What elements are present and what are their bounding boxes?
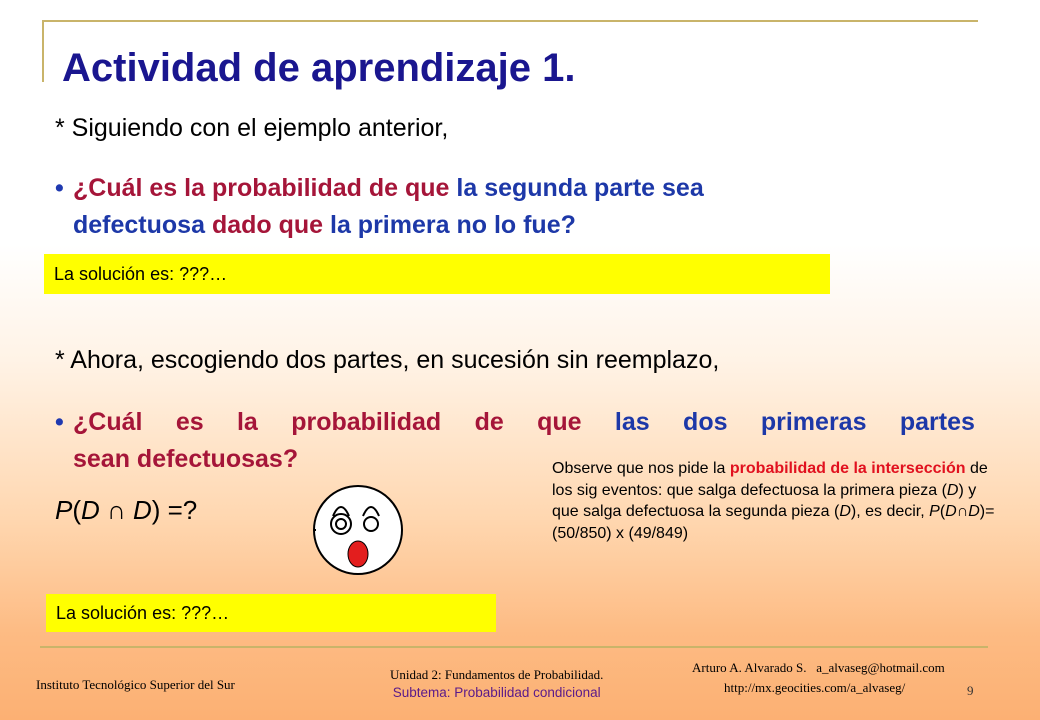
footer-author bbox=[692, 658, 945, 698]
slide-title: Actividad de aprendizaje 1. bbox=[62, 46, 576, 90]
second-intro-line: * Ahora, escogiendo dos partes, en sucesión sin reemplazo, bbox=[55, 346, 720, 374]
question-1 bbox=[55, 170, 975, 244]
footer-unit-title: Unidad 2: Fundamentos de Probabilidad. bbox=[390, 667, 604, 682]
footer-author-name: Arturo A. Alvarado S. bbox=[692, 660, 807, 675]
question-2-line-1: ¿Cuál es la probabilidad de que las dos primeras partes bbox=[73, 408, 975, 436]
footer-email: a_alvaseg@hotmail.com bbox=[816, 660, 945, 675]
question-1-line-2: defectuosa dado que la primera no lo fue? bbox=[73, 211, 576, 239]
footer-subtopic: Subtema: Probabilidad condicional bbox=[392, 685, 601, 700]
left-border-line bbox=[42, 20, 44, 82]
footer-unit bbox=[390, 666, 603, 702]
bullet-2: • bbox=[55, 408, 64, 436]
observation-note: Observe que nos pide la probabilidad de la intersección de los sig eventos: que salga defectuosa la primera pieza (D) y que salga defectuosa la segunda pieza (D), es decir, P(D∩D)=(50/850) x (49/849) bbox=[552, 460, 995, 542]
top-border-line bbox=[42, 20, 978, 22]
solution-box-2: La solución es: ???… bbox=[46, 594, 496, 632]
question-2-line-2: sean defectuosas? bbox=[73, 445, 299, 473]
intro-line: * Siguiendo con el ejemplo anterior, bbox=[55, 114, 449, 142]
probability-formula: P(D ∩ D) =? bbox=[55, 495, 198, 525]
footer-url: http://mx.geocities.com/a_alvaseg/ bbox=[724, 680, 906, 695]
bullet-1: • bbox=[55, 174, 64, 202]
solution-box-1: La solución es: ???… bbox=[44, 254, 830, 294]
page-number: 9 bbox=[967, 683, 974, 698]
footer-divider bbox=[40, 646, 988, 648]
question-1-line-1: ¿Cuál es la probabilidad de que la segunda parte sea bbox=[73, 174, 704, 202]
footer-institute: Instituto Tecnológico Superior del Sur bbox=[36, 677, 235, 692]
surprised-face-icon bbox=[310, 482, 406, 578]
